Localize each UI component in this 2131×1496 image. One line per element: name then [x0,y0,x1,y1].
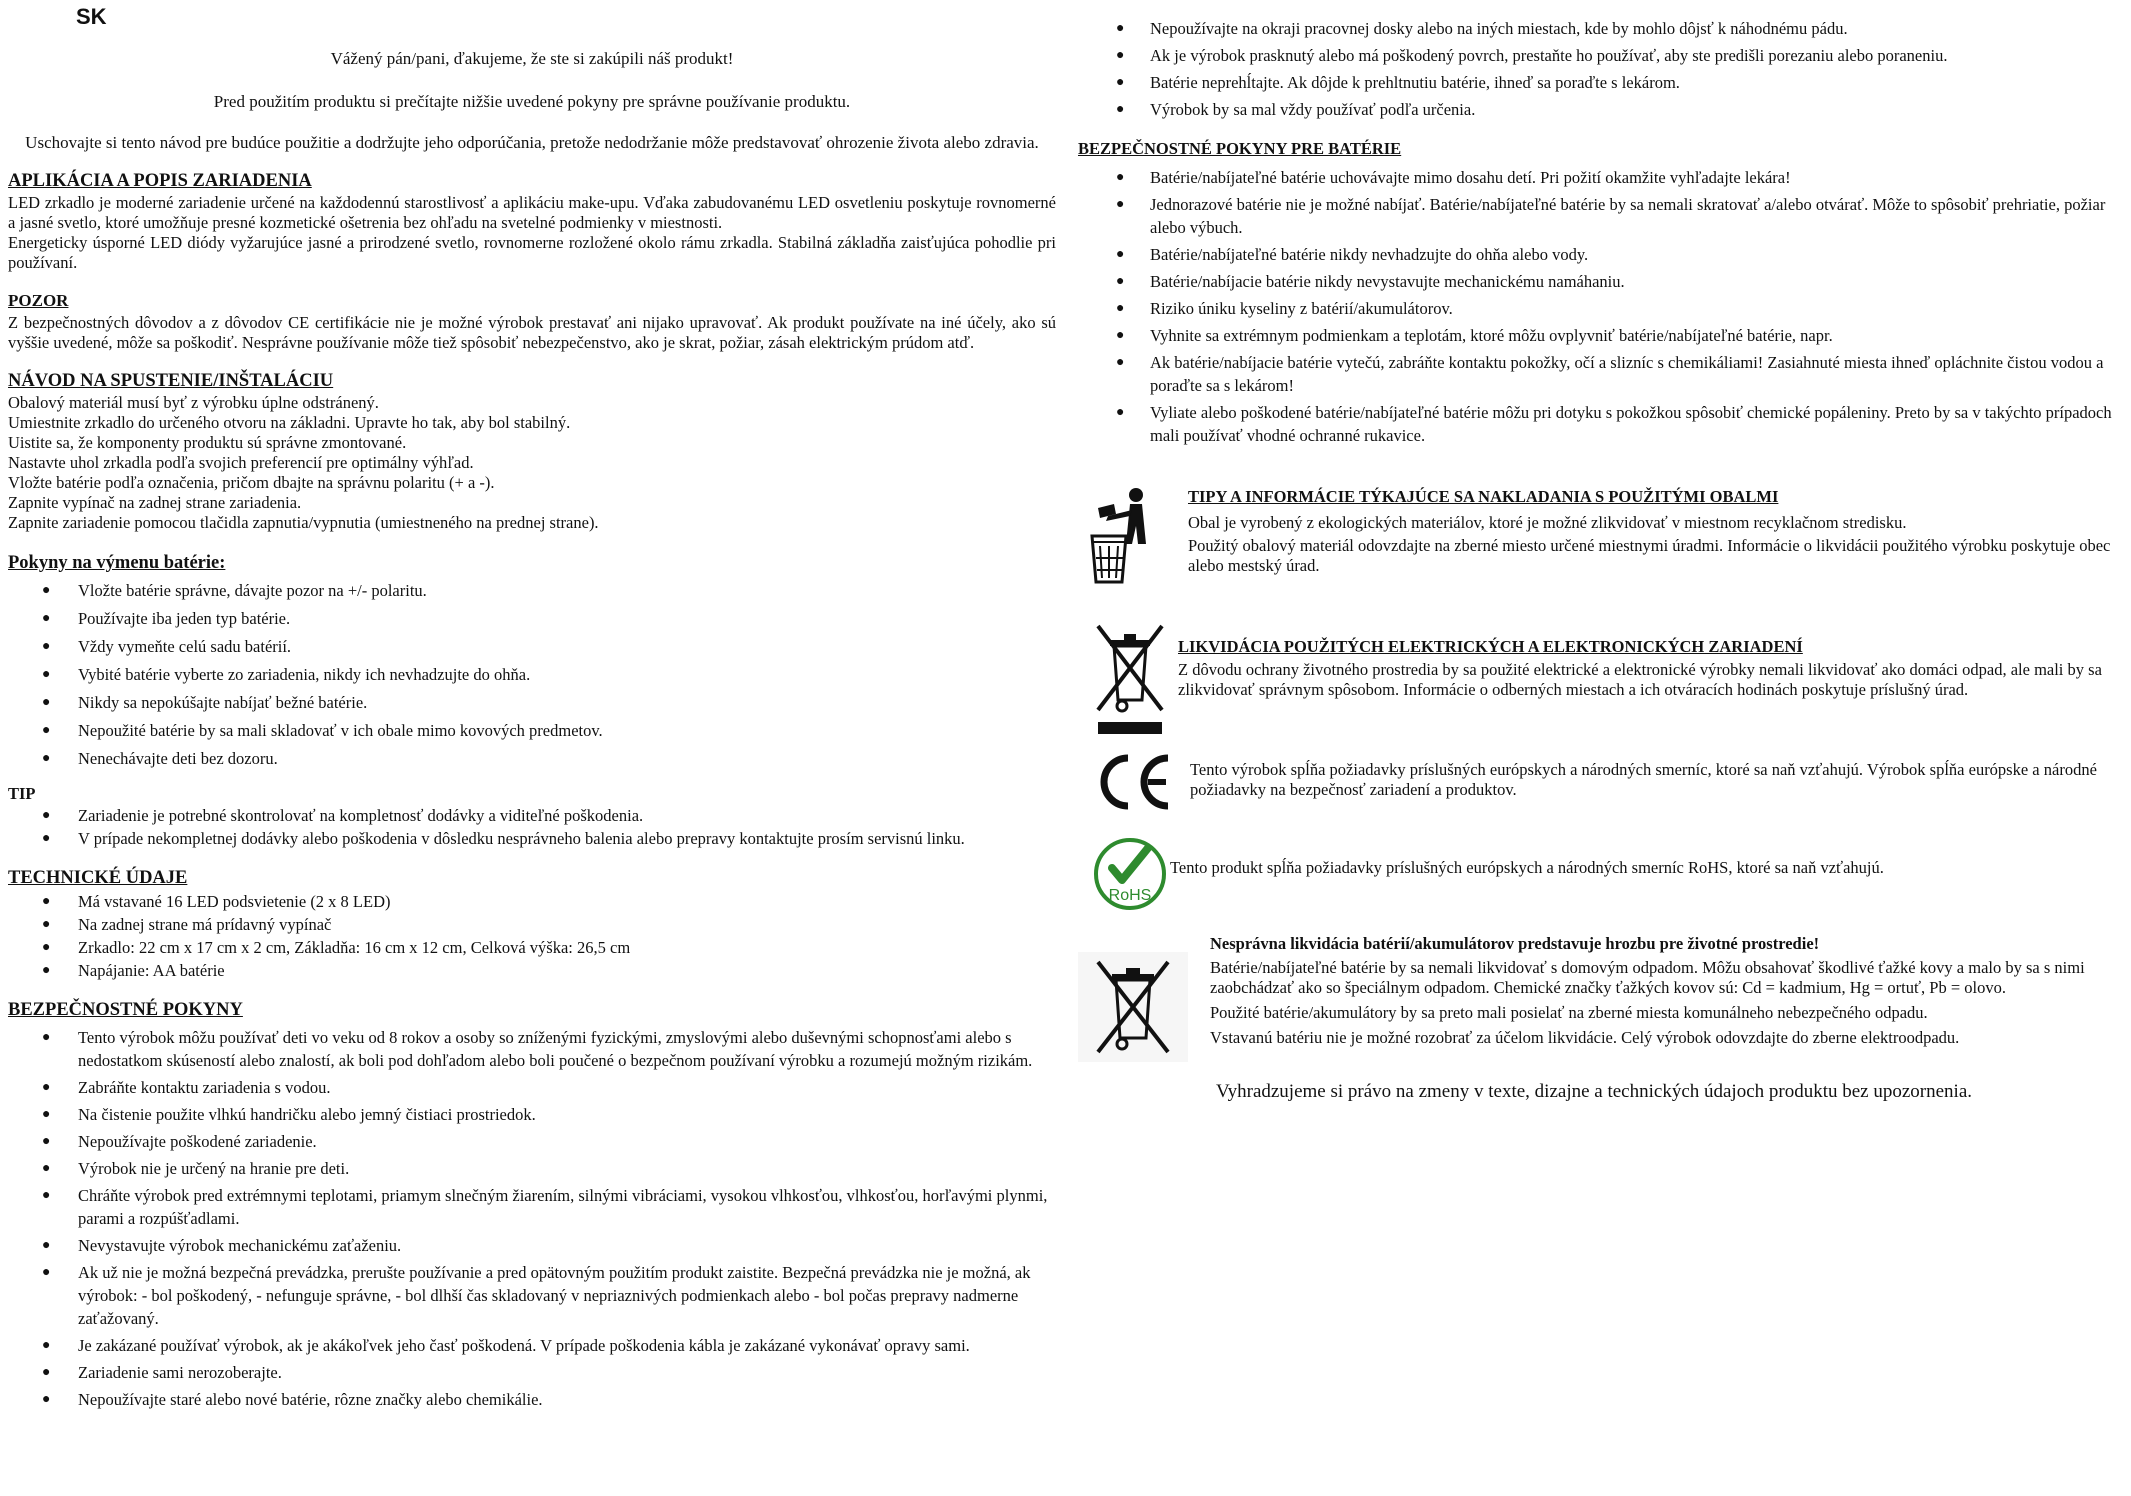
battery-safety-section [1078,138,2128,447]
battery-disposal-title: Nesprávna likvidácia batérií/akumulátorov predstavuje hrozbu pre životné prostredie! [1210,934,1820,953]
list-item: ● Na zadnej strane má prídavný vypínač [8,913,1056,936]
list-item: ● Zrkadlo: 22 cm x 17 cm x 2 cm, Základňa: 16 cm x 12 cm, Celková výška: 26,5 cm [8,936,1056,959]
battery-disposal-text-3: Vstavanú batériu nie je možné rozobrať za účelom likvidácie. Celý výrobok odovzdajte do zberne elektroodpadu. [1210,1028,1960,1047]
section-title-technical: TECHNICKÉ ÚDAJE [8,868,188,888]
safety-list [8,1026,1056,1411]
rohs-section [1078,836,2128,916]
list-item: ● Vložte batérie správne, dávajte pozor na +/- polaritu. [8,579,1056,602]
installation-step: Umiestnite zrkadlo do určeného otvoru na základni. Upravte ho tak, aby bol stabilný. [8,413,571,432]
section-title-installation: NÁVOD NA SPUSTENIE/INŠTALÁCIU [8,371,334,391]
installation-step: Zapnite vypínač na zadnej strane zariadenia. [8,493,302,512]
installation-step: Uistite sa, že komponenty produktu sú správne zmontované. [8,433,407,452]
list-item: ● Výrobok nie je určený na hranie pre deti. [8,1157,1056,1180]
packaging-text-2: Použitý obalový materiál odovzdajte na zberné miesto určené miestnymi úradmi. Informácie o likvidácii použitého výrobku poskytuje obec alebo mestský úrad. [1188,536,2111,575]
list-item: ● Ak je výrobok prasknutý alebo má poškodený povrch, prestaňte ho používať, aby ste predišli porezaniu alebo poraneniu. [1078,44,2128,67]
list-item: ● Jednorazové batérie nie je možné nabíjať. Batérie/nabíjateľné batérie by sa nemali skratovať a/alebo otvárať. Môže to spôsobiť prehriatie, požiar alebo výbuch. [1078,193,2128,239]
section-title-battery-safety: BEZPEČNOSTNÉ POKYNY PRE BATÉRIE [1078,139,1402,158]
ce-mark-icon [1094,752,1174,812]
weee-text: Z dôvodu ochrany životného prostredia by sa použité elektrické a elektronické výrobky nemali likvidovať ako domáci odpad, ale mali by sa zlikvidovať správnym spôsobom. Informácie o odberných miestach a ich otváracích hodinách poskytuje príslušný úrad. [1178,660,2102,699]
installation-step: Obalový materiál musí byť z výrobku úplne odstránený. [8,393,379,412]
list-item: ● Batérie/nabíjacie batérie nikdy nevystavujte mechanickému namáhaniu. [1078,270,2128,293]
list-item: ● Zariadenie je potrebné skontrolovať na kompletnosť dodávky a viditeľné poškodenia. [8,804,1056,827]
list-item: ● Používajte iba jeden typ batérie. [8,607,1056,630]
battery-safety-list [1078,166,2128,447]
list-item: ● Vždy vymeňte celú sadu batérií. [8,635,1056,658]
litter-disposal-icon [1086,486,1166,586]
list-item: ● Má vstavané 16 LED podsvietenie (2 x 8 LED) [8,890,1056,913]
list-item: ● Vyliate alebo poškodené batérie/nabíjateľné batérie môžu pri dotyku s pokožkou spôsobiť chemické popáleniny. Preto by sa v takýchto prípadoch mali používať vhodné ochranné rukavice. [1078,401,2128,447]
tip-list [8,804,1056,850]
packaging-text-1: Obal je vyrobený z ekologických materiálov, ktoré je možné zlikvidovať v miestnom recyklačnom stredisku. [1188,513,1907,532]
section-title-battery-change: Pokyny na výmenu batérie: [8,553,226,573]
list-item: ● Nenechávajte deti bez dozoru. [8,747,1056,770]
list-item: ● Nikdy sa nepokúšajte nabíjať bežné batérie. [8,691,1056,714]
section-title-warning: POZOR [8,291,69,310]
rohs-text: Tento produkt spĺňa požiadavky príslušných európskych a národných smerníc RoHS, ktoré sa naň vzťahujú. [1170,858,1884,877]
list-item: ● Batérie/nabíjateľné batérie uchovávajte mimo dosahu detí. Pri požití okamžite vyhľadajte lekára! [1078,166,2128,189]
list-item: ● Chráňte výrobok pred extrémnymi teplotami, priamym slnečným žiarením, silnými vibráciami, vysokou vlhkosťou, vlhkosťou, horľavými plynmi, parami a rozpúšťadlami. [8,1184,1056,1230]
installation-steps [8,393,1056,533]
reserve-note-wrapper [1216,1082,2128,1102]
list-item: ● Ak už nie je možná bezpečná prevádzka, prerušte používanie a pred opätovným použitím produkt zaistite. Bezpečná prevádzka nie je možná, ak výrobok: - bol poškodený, - nefunguje správne, - bol dlhší čas skladovaný v nepriaznivých podmienkach alebo - bol počas prepravy nadmerne zaťažovaný. [8,1261,1056,1330]
battery-disposal-text-1: Batérie/nabíjateľné batérie by sa nemali likvidovať s domovým odpadom. Môžu obsahovať škodlivé ťažké kovy a malo by sa s nimi zaobchádzať ako so špeciálnym odpadom. Chemické značky ťažkých kovov sú: Cd = kadmium, Hg = ortuť, Pb = olovo. [1210,958,2085,997]
list-item: ● Batérie neprehĺtajte. Ak dôjde k prehltnutiu batérie, ihneď sa poraďte s lekárom. [1078,71,2128,94]
ce-section [1078,752,2128,822]
ce-text: Tento výrobok spĺňa požiadavky príslušných európskych a národných smerníc, ktoré sa naň vzťahujú. Výrobok spĺňa európske a národné požiadavky na bezpečnosť zariadení a produktov. [1190,760,2097,799]
list-item: ● Zabráňte kontaktu zariadenia s vodou. [8,1076,1056,1099]
battery-disposal-icon [1078,952,1188,1062]
intro-keep: Uschovajte si tento návod pre budúce použitie a dodržujte jeho odporúčania, pretože nedodržanie môže predstavovať ohrozenie života alebo zdravia. [25,133,1039,152]
section-title-packaging: TIPY A INFORMÁCIE TÝKAJÚCE SA NAKLADANIA S POUŽITÝMI OBALMI [1188,487,1779,506]
general-safety-list-continued [1078,17,2128,121]
list-item: ● Riziko úniku kyseliny z batérií/akumulátorov. [1078,297,2128,320]
right-column [1078,0,2128,1102]
list-item: ● Je zakázané používať výrobok, ak je akákoľvek jeho časť poškodená. V prípade poškodenia kábla je zakázané vykonávať opravy sami. [8,1334,1056,1357]
list-item: ● Nepoužité batérie by sa mali skladovať v ich obale mimo kovových predmetov. [8,719,1056,742]
section-title-weee: LIKVIDÁCIA POUŽITÝCH ELEKTRICKÝCH A ELEKTRONICKÝCH ZARIADENÍ [1178,637,1803,656]
language-code: SK [76,4,107,29]
list-item: ● Nevystavujte výrobok mechanickému zaťaženiu. [8,1234,1056,1257]
list-item: ● Výrobok by sa mal vždy používať podľa určenia. [1078,98,2128,121]
list-item: ● Nepoužívajte staré alebo nové batérie, rôzne značky alebo chemikálie. [8,1388,1056,1411]
battery-change-list [8,579,1056,770]
list-item: ● Nepoužívajte poškodené zariadenie. [8,1130,1056,1153]
list-item: ● Batérie/nabíjateľné batérie nikdy nevhadzujte do ohňa alebo vody. [1078,243,2128,266]
list-item: ● V prípade nekompletnej dodávky alebo poškodenia v dôsledku nesprávneho balenia alebo prepravy kontaktujte prosím servisnú linku. [8,827,1056,850]
section-title-safety: BEZPEČNOSTNÉ POKYNY [8,1000,243,1020]
intro-read: Pred použitím produktu si prečítajte nižšie uvedené pokyny pre správne používanie produktu. [213,92,851,111]
weee-section [1078,618,2128,738]
tip-title: TIP [8,784,36,803]
left-column [8,0,1056,1411]
technical-list [8,890,1056,982]
packaging-section [1078,486,2128,596]
installation-step: Vložte batérie podľa označenia, pričom dbajte na správnu polaritu (+ a -). [8,473,495,492]
rohs-icon [1092,836,1172,914]
installation-step: Nastavte uhol zrkadla podľa svojich preferencií pre optimálny výhľad. [8,453,474,472]
application-text-1: LED zrkadlo je moderné zariadenie určené na každodennú starostlivosť a aplikáciu make-upu. Vďaka zabudovanému LED osvetleniu poskytuje rovnomerné a jasné svetlo, ktoré umožňuje presné kozmetické ošetrenia bez ohľadu na svetelné podmienky v miestnosti. [8,193,1056,232]
warning-text: Z bezpečnostných dôvodov a z dôvodov CE certifikácie nie je možné výrobok prestavať ani nijako upravovať. Ak produkt používate na iné účely, ako sú vyššie uvedené, môže sa poškodiť. Nesprávne používanie môže tiež spôsobiť nebezpečenstvo, ako je skrat, požiar, zásah elektrickým prúdom atď. [8,313,1056,352]
list-item: ● Napájanie: AA batérie [8,959,1056,982]
application-text-2: Energeticky úsporné LED diódy vyžarujúce jasné a prirodzené svetlo, rovnomerne rozložené okolo rámu zrkadla. Stabilná základňa zaisťujúca pohodlie pri používaní. [8,233,1056,272]
battery-disposal-section [1078,932,2128,1062]
rohs-label: RoHS [1108,887,1152,904]
list-item: ● Nepoužívajte na okraji pracovnej dosky alebo na iných miestach, kde by mohlo dôjsť k náhodnému pádu. [1078,17,2128,40]
installation-step: Zapnite zariadenie pomocou tlačidla zapnutia/vypnutia (umiestneného na prednej strane). [8,513,599,532]
battery-disposal-text-2: Použité batérie/akumulátory by sa preto mali posielať na zberné miesta komunálneho nebezpečného odpadu. [1210,1003,1928,1022]
list-item: ● Na čistenie použite vlhkú handričku alebo jemný čistiaci prostriedok. [8,1103,1056,1126]
list-item: ● Ak batérie/nabíjacie batérie vytečú, zabráňte kontaktu pokožky, očí a slizníc s chemikáliami! Zasiahnuté miesta ihneď opláchnite čistou vodou a poraďte sa s lekárom! [1078,351,2128,397]
list-item: ● Vyhnite sa extrémnym podmienkam a teplotám, ktoré môžu ovplyvniť batérie/nabíjateľné batérie, napr. [1078,324,2128,347]
list-item: ● Zariadenie sami nerozoberajte. [8,1361,1056,1384]
crossed-bin-icon [1090,618,1170,738]
intro-greeting: Vážený pán/pani, ďakujeme, že ste si zakúpili náš produkt! [330,49,734,68]
section-title-application: APLIKÁCIA A POPIS ZARIADENIA [8,171,312,191]
list-item: ● Vybité batérie vyberte zo zariadenia, nikdy ich nevhadzujte do ohňa. [8,663,1056,686]
reserve-note: Vyhradzujeme si právo na zmeny v texte, dizajne a technických údajoch produktu bez upozornenia. [1216,1081,1973,1102]
list-item: ● Tento výrobok môžu používať deti vo veku od 8 rokov a osoby so zníženými fyzickými, zmyslovými alebo duševnými schopnosťami alebo s nedostatkom skúseností alebo znalostí, ak boli pod dohľadom alebo boli poučené o bezpečnom používaní výrobku a rozumejú možným rizikám. [8,1026,1056,1072]
